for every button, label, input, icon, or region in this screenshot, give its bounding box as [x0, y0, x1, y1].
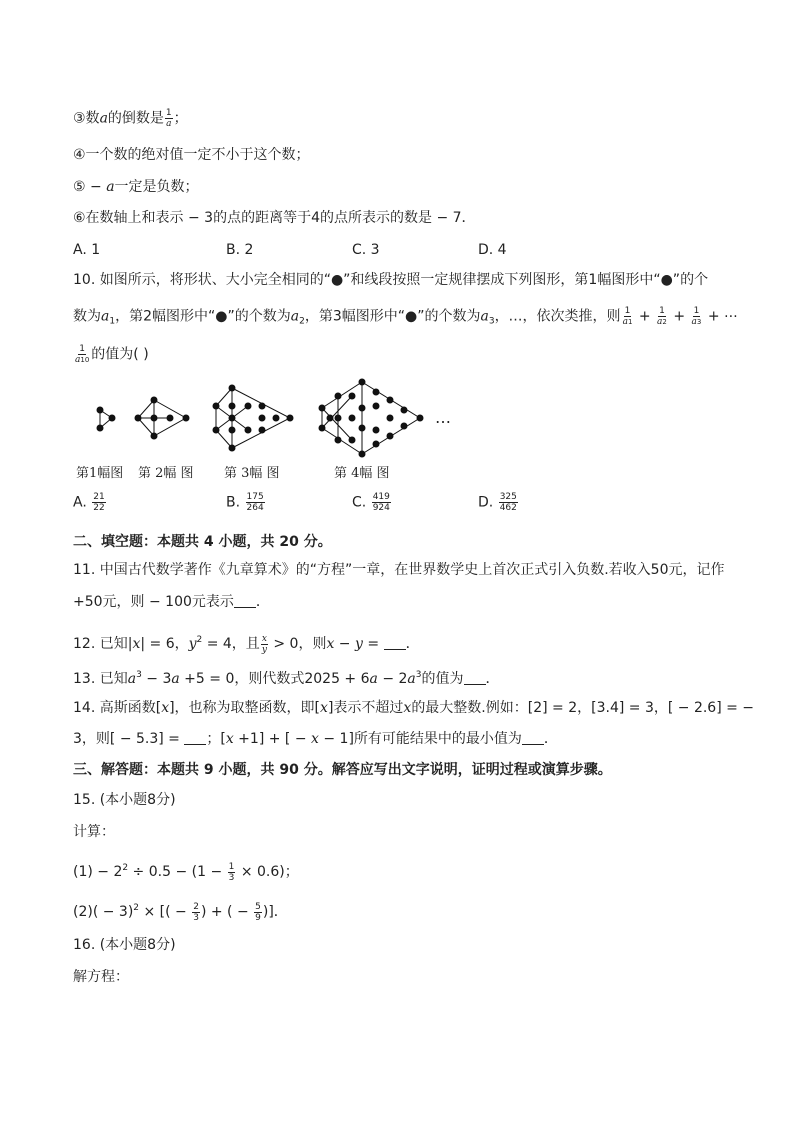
- frac-den: 3: [228, 872, 235, 883]
- frac-den: 3: [193, 912, 199, 923]
- q9-item5-text-b: 一定是负数；: [114, 179, 199, 195]
- q16-prompt: 解方程：: [73, 969, 129, 985]
- answer-blank[interactable]: [522, 730, 544, 745]
- figure-2: [135, 397, 189, 439]
- frac-num: 419: [372, 492, 390, 502]
- q15-text: ) + ( −: [200, 904, 254, 920]
- frac-num: 5: [255, 901, 261, 912]
- var-a: a: [99, 110, 108, 127]
- caption-figure-4: 第 4幅 图: [334, 466, 390, 481]
- q13-text: ．: [485, 671, 500, 687]
- option-fraction: [92, 492, 105, 513]
- superscript: 3: [136, 670, 142, 680]
- q10-line2: 数为$a_1$，第2幅图形中“●”的个数为$a_2$，第3幅图形中“●”的个数为$a_3$，…，依次类推，则 $\frac{1}{a1}$ + $\frac{1}{a2}$ + $\frac{1}{a3}$ + ⋯: [73, 306, 739, 327]
- q15-text: × 0.6)；: [236, 864, 299, 880]
- q10-option-c[interactable]: [352, 492, 392, 513]
- var-a: a: [407, 671, 416, 687]
- var-a: a: [290, 308, 300, 325]
- frac-den: 264: [246, 503, 264, 513]
- q10-line1: 10. 如图所示，将形状、大小完全相同的“●”和线段按照一定规律摆成下列图形，第1幅图形中“●”的个: [73, 272, 709, 288]
- frac-num: 1: [79, 344, 86, 354]
- frac-den: y: [261, 644, 267, 655]
- q14-text: ．: [543, 731, 558, 747]
- section-2-heading: 二、填空题：本题共 4 小题，共 20 分。: [73, 534, 332, 550]
- superscript: 2: [122, 863, 129, 873]
- frac-num: 325: [499, 492, 517, 502]
- q14-text: − 1]所有可能结果中的最小值为: [318, 731, 522, 747]
- q14-text: +1] + [ −: [233, 731, 312, 747]
- q9-item4: ④一个数的绝对值一定不小于这个数；: [73, 147, 310, 163]
- q14-text: ；[: [206, 731, 226, 747]
- option-letter: C.: [352, 494, 367, 511]
- q9-option-c[interactable]: C. 3: [352, 242, 380, 258]
- answer-blank[interactable]: [184, 730, 206, 745]
- q9-item3: [73, 108, 188, 129]
- var-a: a: [127, 671, 137, 687]
- q15-part1: [73, 858, 299, 883]
- figure-ellipsis: …: [435, 408, 451, 427]
- q14-text: 的最大整数.例如：[2] = 2，[3.4] = 3，[ − 2.6] = −: [411, 700, 755, 716]
- subscript: 3: [696, 318, 702, 326]
- frac-num: 175: [246, 492, 264, 502]
- subscript: 10: [80, 356, 90, 364]
- q12-text: −: [334, 636, 355, 652]
- frac-num: 1: [624, 306, 631, 316]
- q13-line: [73, 665, 500, 689]
- figure-1: [97, 407, 115, 431]
- answer-blank[interactable]: [464, 670, 486, 685]
- var-a: a: [657, 317, 663, 327]
- q15-prompt: 计算：: [73, 824, 115, 840]
- q9-option-d[interactable]: D. 4: [478, 242, 507, 258]
- frac-num: 1: [693, 306, 700, 316]
- q14-text: ]表示不超过: [327, 700, 404, 716]
- q15-title: 15. (本小题8分): [73, 792, 176, 808]
- q12-text: ．: [405, 636, 420, 652]
- q10-option-b[interactable]: [226, 492, 266, 513]
- frac-den: a: [166, 119, 172, 129]
- subscript: 2: [299, 316, 305, 327]
- q15-part2: [73, 898, 288, 923]
- q14-text: 14. 高斯函数[: [73, 700, 162, 716]
- q10-line3: [73, 344, 149, 365]
- var-x: x: [403, 700, 412, 716]
- var-a: a: [75, 355, 81, 365]
- q10-text: + ⋯: [703, 308, 739, 325]
- q13-text: 13. 已知: [73, 671, 128, 687]
- frac-num: 2: [193, 901, 199, 912]
- frac-den: 9: [255, 912, 261, 923]
- var-x: x: [161, 700, 170, 716]
- option-fraction: [372, 492, 391, 513]
- q12-text: =: [362, 636, 384, 652]
- q9-item6: ⑥在数轴上和表示 − 3的点的距离等于4的点所表示的数是 − 7．: [73, 210, 476, 226]
- option-letter: B.: [226, 494, 241, 511]
- q9-option-b[interactable]: B. 2: [226, 242, 254, 258]
- q11-line1: 11. 中国古代数学著作《九章算术》的“方程”一章，在世界数学史上首次正式引入负数.若收入50元，记作: [73, 562, 725, 578]
- q13-text: − 3: [141, 671, 172, 687]
- frac-num: 21: [93, 492, 105, 502]
- q15-text: × [( −: [139, 904, 192, 920]
- q14-line2: [73, 729, 558, 749]
- q10-text: ，…，依次类推，则: [494, 308, 621, 325]
- q9-option-a[interactable]: A. 1: [73, 242, 101, 258]
- q9-item5: [73, 177, 199, 197]
- q10-text: ，第3幅图形中“●”的个数为: [304, 308, 481, 325]
- fraction-1-over-3: [228, 862, 236, 883]
- q9-item3-text-b: 的倒数是: [107, 110, 164, 127]
- caption-figure-1: 第1幅图: [76, 466, 124, 481]
- fraction-5-over-9: [254, 902, 262, 923]
- option-letter: D.: [478, 494, 494, 511]
- figure-3: [213, 385, 293, 451]
- var-a: a: [480, 308, 489, 325]
- q14-text: ]，也称为取整函数，即[: [169, 700, 321, 716]
- fraction-1-over-a10: [74, 344, 90, 365]
- q13-text: − 2: [377, 671, 408, 687]
- q16-title: 16. (本小题8分): [73, 937, 176, 953]
- q9-item5-text-a: ⑤ −: [73, 179, 107, 195]
- q10-text: 的值为( ): [91, 346, 149, 363]
- frac-den: 22: [93, 503, 105, 513]
- fraction-x-over-y: [261, 634, 268, 655]
- fraction-1-over-a3: [691, 306, 703, 327]
- q15-text: )]．: [262, 904, 288, 920]
- q15-text: (2)( − 3): [73, 904, 134, 920]
- q13-text: +5 = 0，则代数式2025 + 6: [179, 671, 370, 687]
- q15-text: (1) − 2: [73, 864, 123, 880]
- var-a: a: [622, 317, 628, 327]
- q15-text: ÷ 0.5 − (1 −: [128, 864, 227, 880]
- q12-line: [73, 630, 420, 655]
- subscript: 1: [109, 316, 116, 327]
- q11-text: +50元，则 − 100元表示: [73, 594, 234, 610]
- caption-figure-3: 第 3幅 图: [224, 466, 280, 481]
- q9-item3-text-a: ③数: [73, 110, 100, 127]
- q10-text: ，第2幅图形中“●”的个数为: [115, 308, 291, 325]
- q10-option-d[interactable]: [478, 492, 519, 513]
- frac-num: 1: [165, 108, 172, 118]
- q12-text: = 4，且: [202, 636, 260, 652]
- section-3-heading: 三、解答题：本题共 9 小题，共 90 分。解答应写出文字说明，证明过程或演算步骤。: [73, 762, 612, 778]
- q10-option-a[interactable]: [73, 492, 107, 513]
- var-a: a: [101, 308, 110, 325]
- var-x: x: [132, 636, 141, 652]
- q11-text: ．: [255, 594, 270, 610]
- fraction-1-over-a2: [656, 306, 668, 327]
- var-a: a: [691, 317, 697, 327]
- caption-figure-2: 第 2幅 图: [138, 466, 194, 481]
- q9-item3-end: ；: [173, 110, 188, 127]
- frac-num: x: [261, 633, 267, 644]
- var-a: a: [171, 671, 180, 687]
- var-a: a: [106, 179, 115, 195]
- fraction-1-over-a: [165, 108, 173, 129]
- subscript: 1: [627, 318, 633, 326]
- var-x: x: [326, 636, 335, 652]
- var-x: x: [320, 700, 328, 716]
- frac-num: 1: [659, 306, 665, 316]
- subscript: 2: [662, 318, 667, 326]
- q11-line2: [73, 592, 270, 612]
- q12-text: 12. 已知|: [73, 636, 133, 652]
- option-letter: A.: [73, 494, 87, 511]
- option-fraction: [246, 492, 265, 513]
- frac-den: 462: [499, 503, 517, 513]
- fraction-1-over-a1: [622, 306, 634, 327]
- q13-text: 的值为: [421, 671, 464, 687]
- q12-text: | = 6，: [140, 636, 189, 652]
- fraction-2-over-3: [192, 902, 200, 923]
- var-y: y: [188, 636, 197, 652]
- q12-text: > 0，则: [268, 636, 327, 652]
- subscript: 3: [488, 316, 495, 327]
- var-x: x: [311, 731, 319, 747]
- answer-blank[interactable]: [384, 635, 406, 650]
- var-a: a: [369, 671, 378, 687]
- q14-line1: [73, 698, 754, 718]
- q10-text: 数为: [73, 308, 101, 325]
- q14-text: 3，则[ − 5.3] =: [73, 731, 185, 747]
- dot-triangle-figure: [90, 378, 470, 458]
- var-x: x: [225, 731, 234, 747]
- figure-4: [319, 379, 423, 457]
- superscript: 2: [133, 903, 140, 913]
- superscript: 2: [196, 635, 203, 645]
- frac-den: 924: [372, 503, 390, 513]
- option-fraction: [499, 492, 518, 513]
- var-y: y: [355, 636, 363, 652]
- answer-blank[interactable]: [234, 593, 256, 608]
- frac-num: 1: [228, 861, 235, 872]
- superscript: 3: [415, 670, 422, 680]
